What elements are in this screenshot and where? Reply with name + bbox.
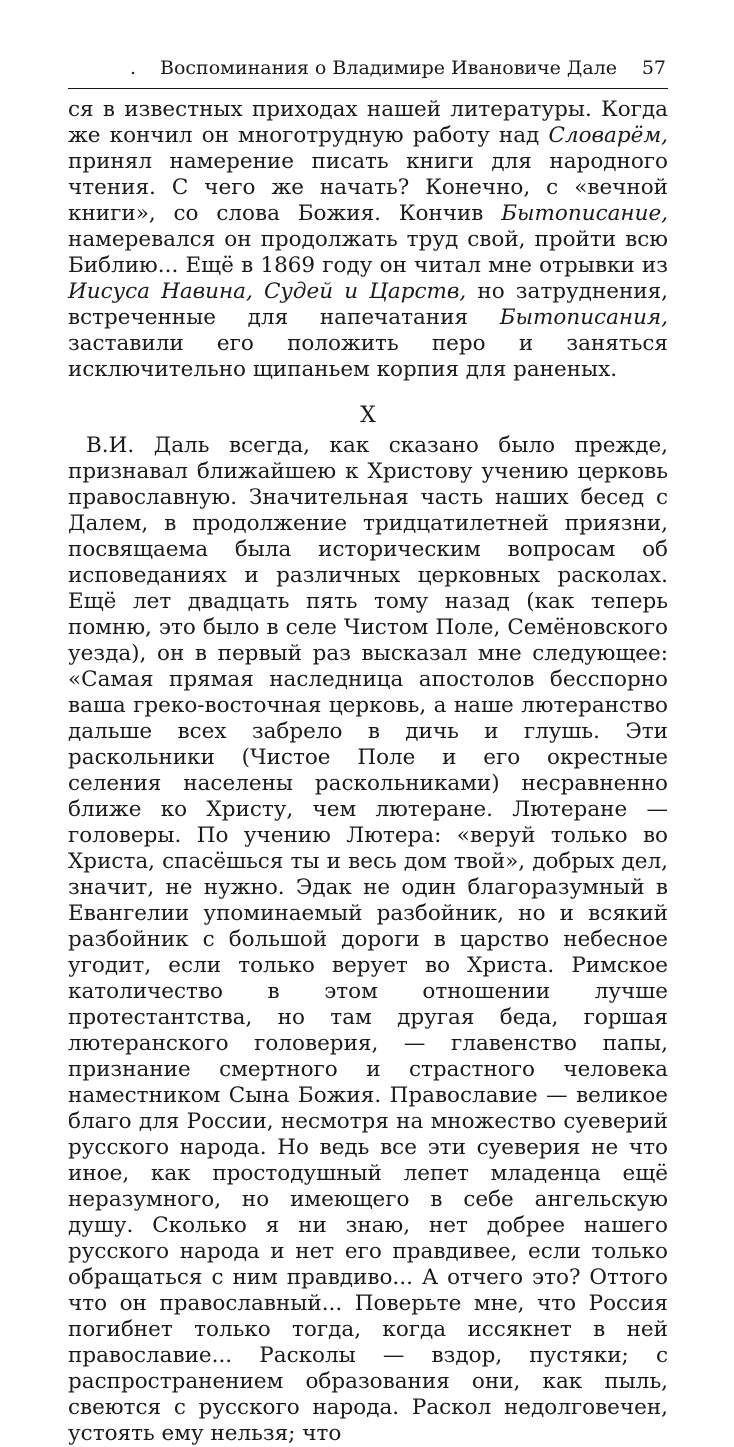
book-page bbox=[68, 50, 668, 1447]
italic-title-segment: Иисуса Навина, Судей и Царств, bbox=[68, 279, 467, 304]
text-segment: В.И. Даль всегда, как сказано было прежде, признавал ближайшею к Христову учению церковь православную. Значительная часть наших бесед с Далем, в продолжение тридцатилетней приязни, посвящаема была историческим вопросам об исповеданиях и различных церковных расколах. Ещё лет двадцать пять тому назад (как теперь помню, это было в селе Чистом Поле, Семёновского уезда), он в первый раз высказал мне следующее: «Самая прямая наследница апостолов бесспорно ваша греко-восточная церковь, а наше лютеранство дальше всех забрело в дичь и глушь. Эти раскольники (Чистое Поле и его окрестные селения населены раскольниками) несравненно ближе ко Христу, чем лютеране. Лютеране — головеры. По учению Лютера: «веруй только во Христа, спасёшься ты и весь дом твой», добрых дел, значит, не нужно. Эдак не один благоразумный в Евангелии упоминаемый разбойник, но и всякий разбойник с большой дороги в царство небесное угодит, если только верует во Христа. Римское католичество в этом отношении лучше протестантства, но там другая беда, горшая лютеранского головерия, — главенство папы, признание смертного и страстного человека наместником Сына Божия. Православие — великое благо для России, несмотря на множество суеверий русского народа. Но ведь все эти суеверия не что иное, как простодушный лепет младенца ещё неразумного, но имеющего в себе ангельскую душу. Сколько я ни знаю, нет добрее нашего русского народа и нет его правдивее, если только обращаться с ним правдиво... А отчего это? Оттого что он православный... Поверьте мне, что Россия погибнет только тогда, когда иссякнет в ней православие... Расколы — вздор, пустяки; с распространением образования они, как пыль, свеются с русского народа. Раскол недолговечен, устоять ему нельзя; что bbox=[68, 433, 668, 1446]
running-head-title: Воспоминания о Владимире Ивановиче Дале bbox=[160, 57, 618, 79]
text-segment: но затруднения, встреченные для напечатания bbox=[68, 279, 668, 330]
running-head bbox=[68, 50, 668, 86]
text-segment: принял намерение писать книги для народного чтения. С чего же начать? Конечно, с «вечной книги», со слова Божия. Кончив bbox=[68, 149, 668, 226]
page-number: 57 bbox=[641, 57, 666, 79]
running-head-marker: . bbox=[130, 57, 137, 79]
text-segment: ся в известных приходах нашей литературы. Когда же кончил он многотрудную работу над bbox=[68, 97, 668, 148]
text-segment: заставили его положить перо и заняться исключительно щипаньем корпия для раненых. bbox=[68, 331, 668, 382]
italic-title-segment: Бытописание, bbox=[501, 201, 668, 226]
paragraph-1 bbox=[68, 97, 668, 383]
body-text bbox=[68, 97, 668, 1447]
text-segment: намеревался он продолжать труд свой, пройти всю Библию... Ещё в 1869 году он читал мне отрывки из bbox=[68, 227, 668, 278]
header-rule bbox=[68, 88, 668, 89]
section-heading: X bbox=[360, 403, 376, 428]
paragraph-2 bbox=[68, 433, 668, 1447]
italic-title-segment: Словарём, bbox=[548, 123, 668, 148]
italic-title-segment: Бытописания, bbox=[499, 305, 668, 330]
